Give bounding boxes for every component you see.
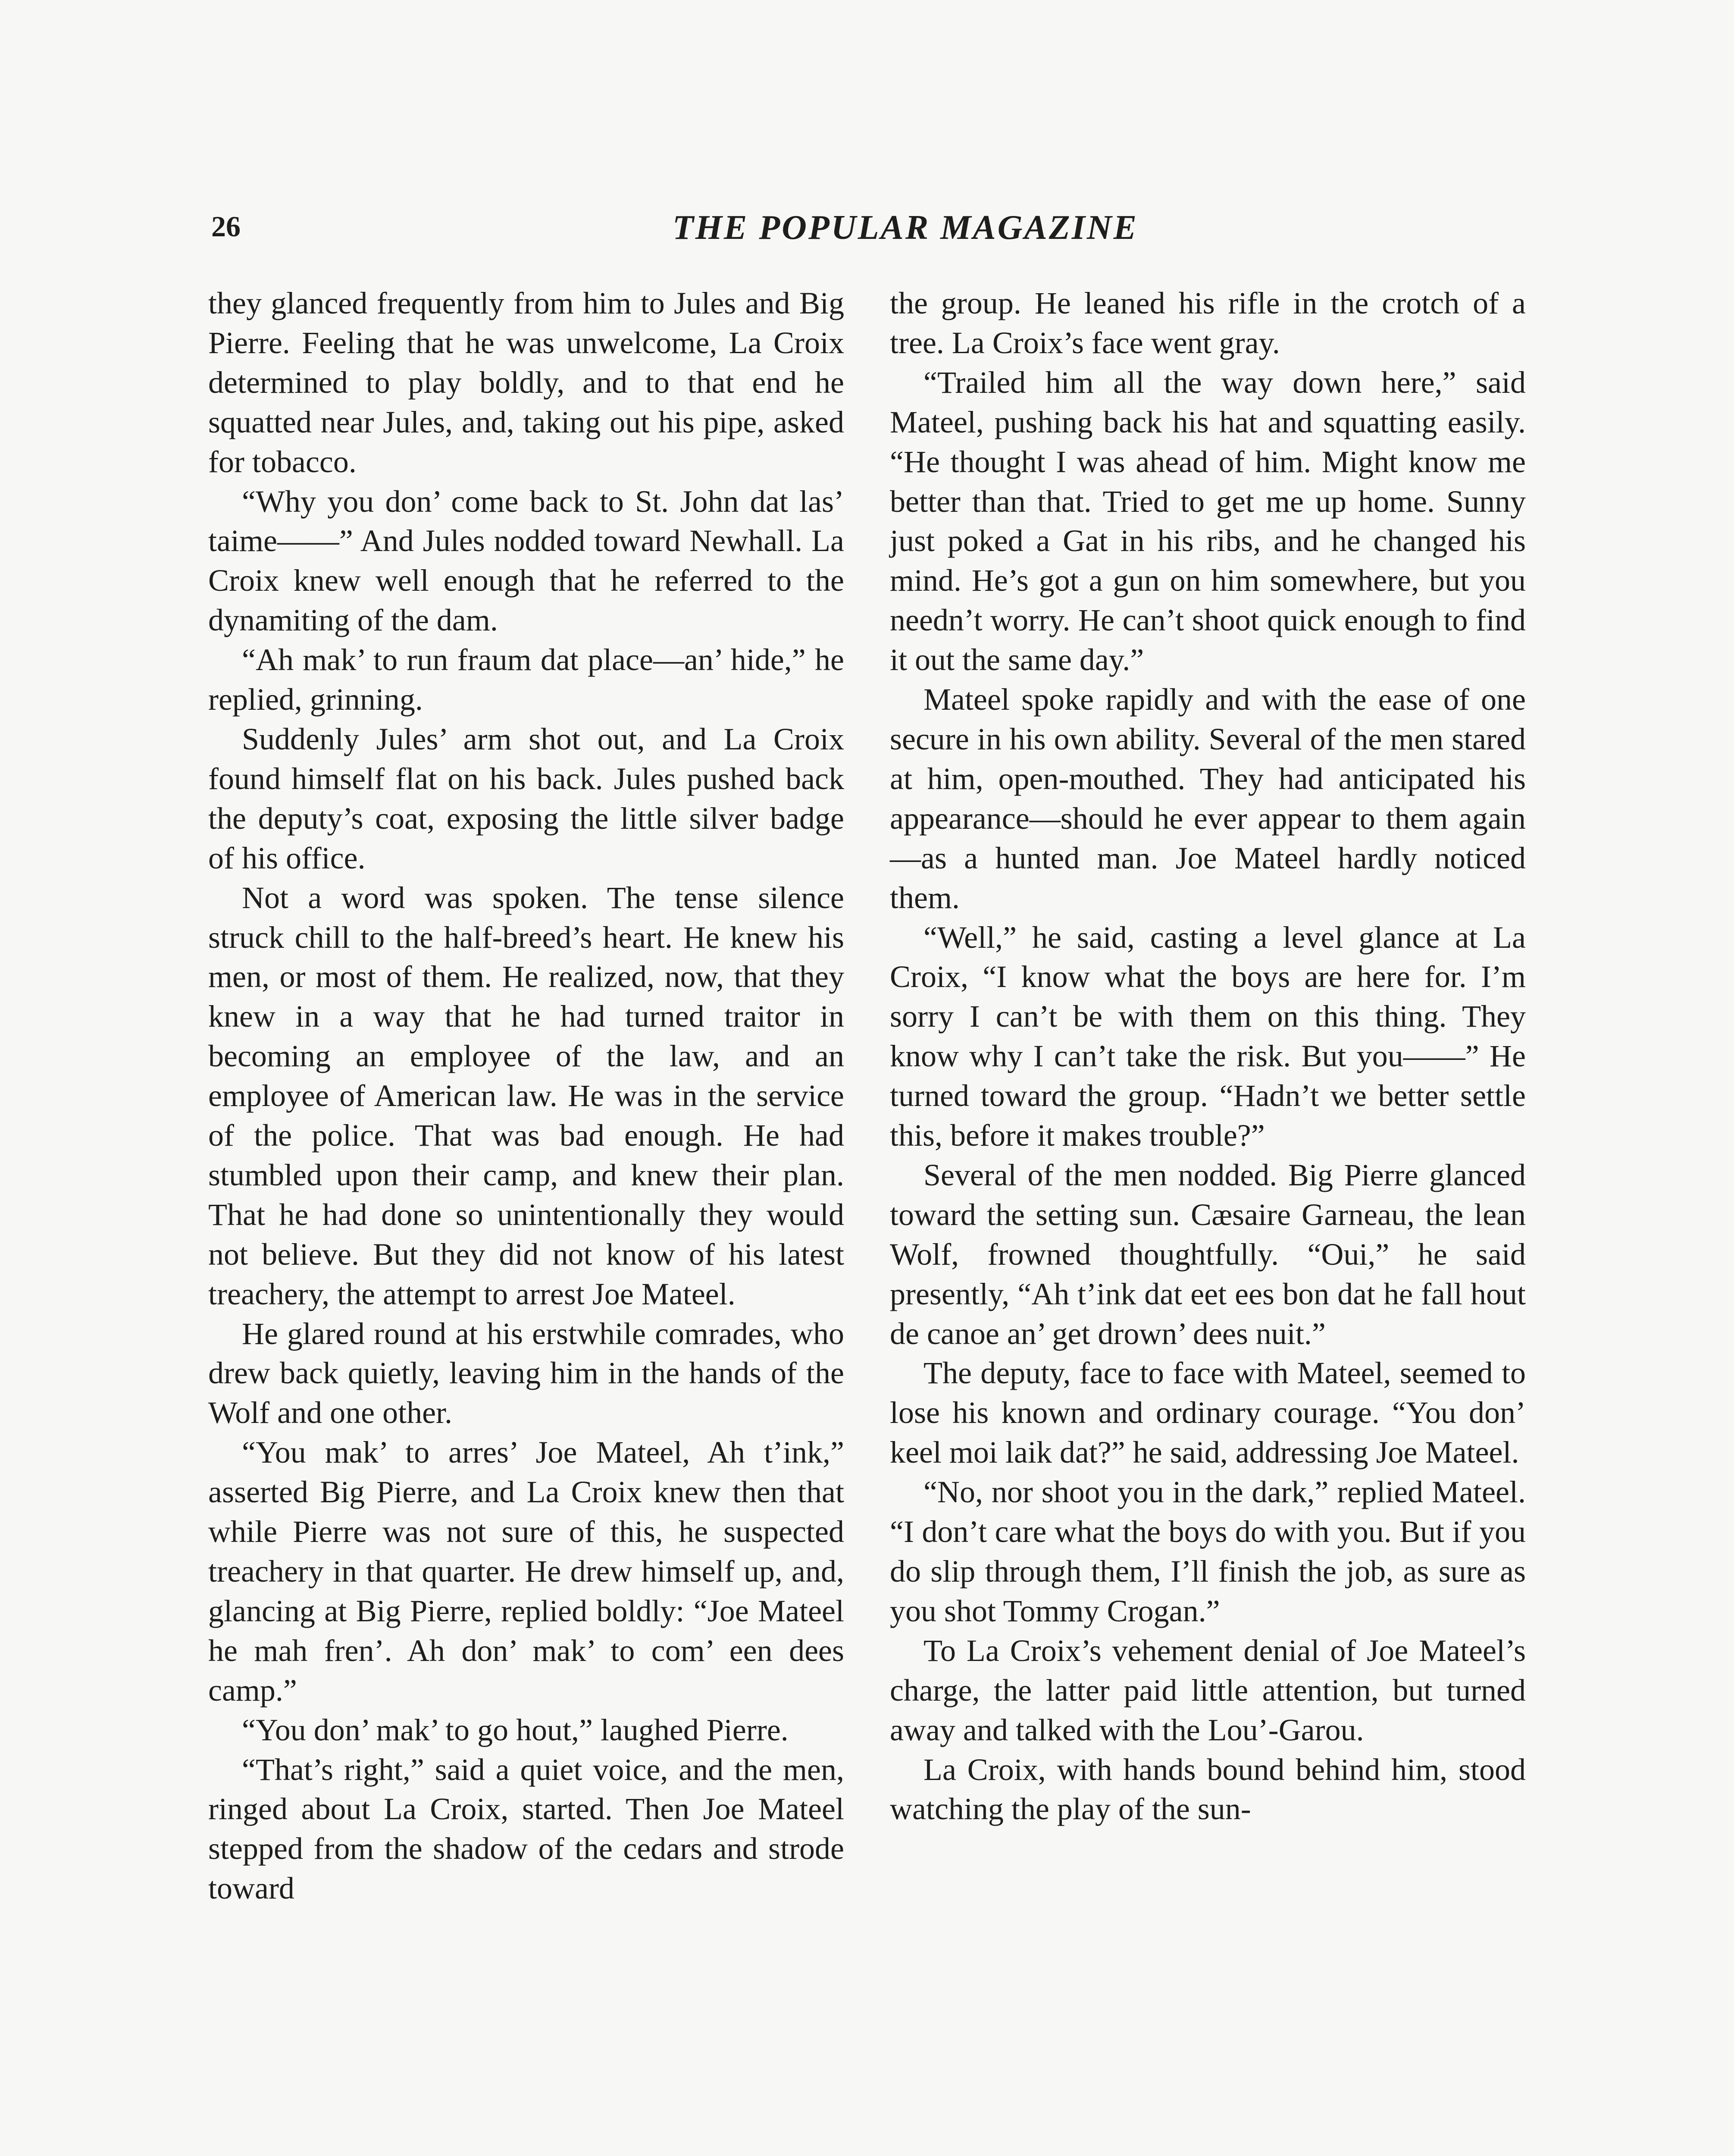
paragraph: “You mak’ to arres’ Joe Mateel, Ah t’ink,” asserted Big Pierre, and La Croix knew then that while Pierre was not sure of this, he suspected treachery in that quarter. He drew himself up, and, glancing at Big Pierre, replied boldly: “Joe Mateel he mah fren’. Ah don’ mak’ to com’ een dees camp.” bbox=[208, 1435, 844, 1708]
paragraph: Suddenly Jules’ arm shot out, and La Croix found himself flat on his back. Jules pushed back the deputy’s coat, exposing the little silver badge of his office. bbox=[208, 721, 844, 875]
paragraph: Not a word was spoken. The tense silence struck chill to the half-breed’s heart. He knew his men, or most of them. He realized, now, that they knew in a way that he had turned traitor in becoming an employee of the law, and an employee of American law. He was in the service of the police. That was bad enough. He had stumbled upon their camp, and knew their plan. That he had done so unintentionally they would not believe. But they did not know of his latest treachery, the attempt to arrest Joe Mateel. bbox=[208, 880, 844, 1311]
paragraph: “Ah mak’ to run fraum dat place—an’ hide,” he replied, grinning. bbox=[208, 642, 844, 717]
paragraph: La Croix, with hands bound behind him, stood watching the play of the sun- bbox=[890, 1752, 1526, 1827]
paragraph: “That’s right,” said a quiet voice, and the men, ringed about La Croix, started. Then Joe Mateel stepped from the shadow of the cedars and strode toward bbox=[208, 1752, 844, 1906]
paragraph: the group. He leaned his rifle in the crotch of a tree. La Croix’s face went gray. bbox=[890, 286, 1526, 360]
paragraph: “Well,” he said, casting a level glance at La Croix, “I know what the boys are here for. I’m sorry I can’t be with them on this thing. They know why I can’t take the risk. But you——” He turned toward the group. “Hadn’t we better settle this, before it makes trouble?” bbox=[890, 920, 1526, 1153]
paragraph: He glared round at his erstwhile comrades, who drew back quietly, leaving him in the hands of the Wolf and one other. bbox=[208, 1316, 844, 1430]
paragraph: Mateel spoke rapidly and with the ease of one secure in his own ability. Several of the men stared at him, open-mouthed. They had anticipated his appearance—should he ever appear to them again—as a hunted man. Joe Mateel hardly noticed them. bbox=[890, 682, 1526, 915]
page-number: 26 bbox=[211, 210, 241, 243]
paragraph: they glanced frequently from him to Jules and Big Pierre. Feeling that he was unwelcome, La Croix determined to play boldly, and to that end he squatted near Jules, and, taking out his pipe, asked for tobacco. bbox=[208, 286, 844, 479]
right-text-column bbox=[890, 284, 1526, 1829]
paragraph: “No, nor shoot you in the dark,” replied Mateel. “I don’t care what the boys do with you. But if you do slip through them, I’ll finish the job, as sure as you shot Tommy Crogan.” bbox=[890, 1475, 1526, 1628]
paragraph: “You don’ mak’ to go hout,” laughed Pierre. bbox=[242, 1712, 789, 1747]
paragraph: “Why you don’ come back to St. John dat las’ taime——” And Jules nodded toward Newhall. La Croix knew well enough that he referred to the dynamiting of the dam. bbox=[208, 484, 844, 638]
paragraph: To La Croix’s vehement denial of Joe Mateel’s charge, the latter paid little attention, but turned away and talked with the Lou’-Garou. bbox=[890, 1633, 1526, 1747]
left-text-column bbox=[208, 284, 844, 1908]
paragraph: The deputy, face to face with Mateel, seemed to lose his known and ordinary courage. “You don’ keel moi laik dat?” he said, addressing Joe Mateel. bbox=[890, 1356, 1526, 1470]
running-title: THE POPULAR MAGAZINE bbox=[672, 209, 1139, 247]
paragraph: “Trailed him all the way down here,” said Mateel, pushing back his hat and squatting easily. “He thought I was ahead of him. Might know me better than that. Tried to get me up home. Sunny just poked a Gat in his ribs, and he changed his mind. He’s got a gun on him somewhere, but you needn’t worry. He can’t shoot quick enough to find it out the same day.” bbox=[890, 365, 1526, 677]
paragraph: Several of the men nodded. Big Pierre glanced toward the setting sun. Cæsaire Garneau, the lean Wolf, frowned thoughtfully. “Oui,” he said presently, “Ah t’ink dat eet ees bon dat he fall hout de canoe an’ get drown’ dees nuit.” bbox=[890, 1157, 1526, 1351]
